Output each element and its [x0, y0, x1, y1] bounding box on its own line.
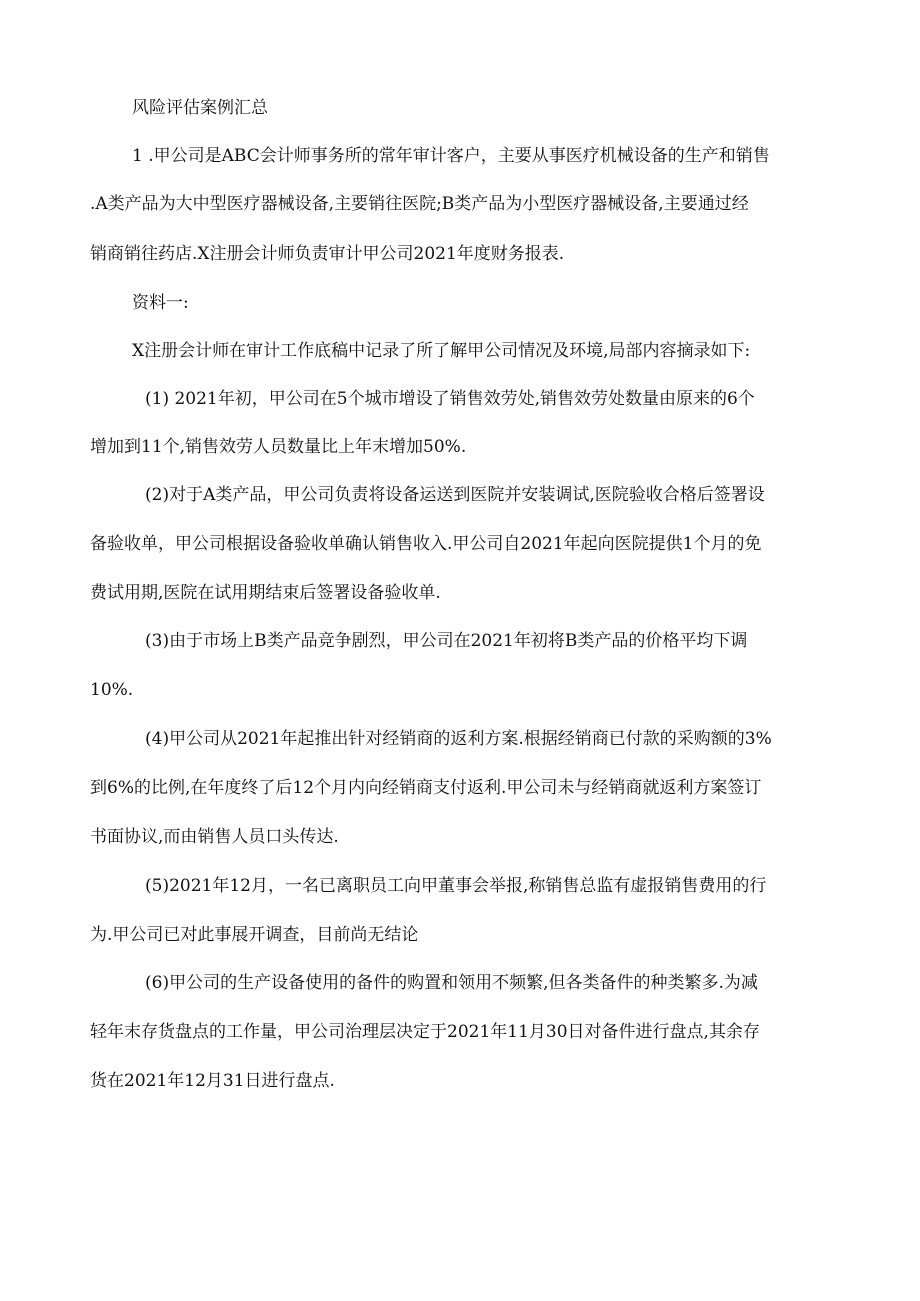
- item-4-line-3: 书面协议,而由销售人员口头传达.: [90, 827, 339, 847]
- item-2-line-1: (2)对于A类产品，甲公司负责将设备运送到医院并安装调试,医院验收合格后签署设: [145, 485, 765, 505]
- item-2-line-3: 费试用期,医院在试用期结束后签署设备验收单.: [90, 583, 441, 603]
- material-heading: 资料一:: [132, 293, 189, 313]
- item-2-line-2: 备验收单，甲公司根据设备验收单确认销售收入.甲公司自2021年起向医院提供1个月的免: [90, 534, 762, 554]
- item-4-line-1: (4)甲公司从2021年起推出针对经销商的返利方案.根据经销商已付款的采购额的3%: [145, 729, 772, 749]
- item-3-line-1: (3)由于市场上B类产品竞争剧烈，甲公司在2021年初将B类产品的价格平均下调: [145, 631, 748, 651]
- item-3-line-2: 10%.: [90, 680, 134, 700]
- case1-intro-line-2: .A类产品为大中型医疗器械设备,主要销往医院;B类产品为小型医疗器械设备,主要通过经: [90, 194, 749, 214]
- item-1-line-1: (1) 2021年初，甲公司在5个城市增设了销售效劳处,销售效劳处数量由原来的6个: [145, 389, 755, 409]
- material-intro: X注册会计师在审计工作底稿中记录了所了解甲公司情况及环境,局部内容摘录如下:: [132, 341, 751, 361]
- item-6-line-1: (6)甲公司的生产设备使用的备件的购置和领用不频繁,但各类备件的种类繁多.为减: [145, 973, 758, 993]
- item-1-line-2: 增加到11个,销售效劳人员数量比上年末增加50%.: [90, 437, 467, 457]
- item-5-line-2: 为.甲公司已对此事展开调查，目前尚无结论: [90, 925, 419, 945]
- item-4-line-2: 到6%的比例,在年度终了后12个月内向经销商支付返利.甲公司未与经销商就返利方案签订: [90, 778, 762, 798]
- case1-intro-line-3: 销商销往药店.X注册会计师负责审计甲公司2021年度财务报表.: [90, 244, 565, 264]
- item-6-line-3: 货在2021年12月31日进行盘点.: [90, 1071, 335, 1091]
- document-title: 风险评估案例汇总: [132, 98, 268, 118]
- item-6-line-2: 轻年末存货盘点的工作量，甲公司治理层决定于2021年11月30日对备件进行盘点,其余存: [90, 1022, 760, 1042]
- case1-intro-line-1: 1 .甲公司是ABC会计师事务所的常年审计客户，主要从事医疗机械设备的生产和销售: [132, 146, 770, 166]
- item-5-line-1: (5)2021年12月，一名已离职员工向甲董事会举报,称销售总监有虚报销售费用的行: [145, 876, 767, 896]
